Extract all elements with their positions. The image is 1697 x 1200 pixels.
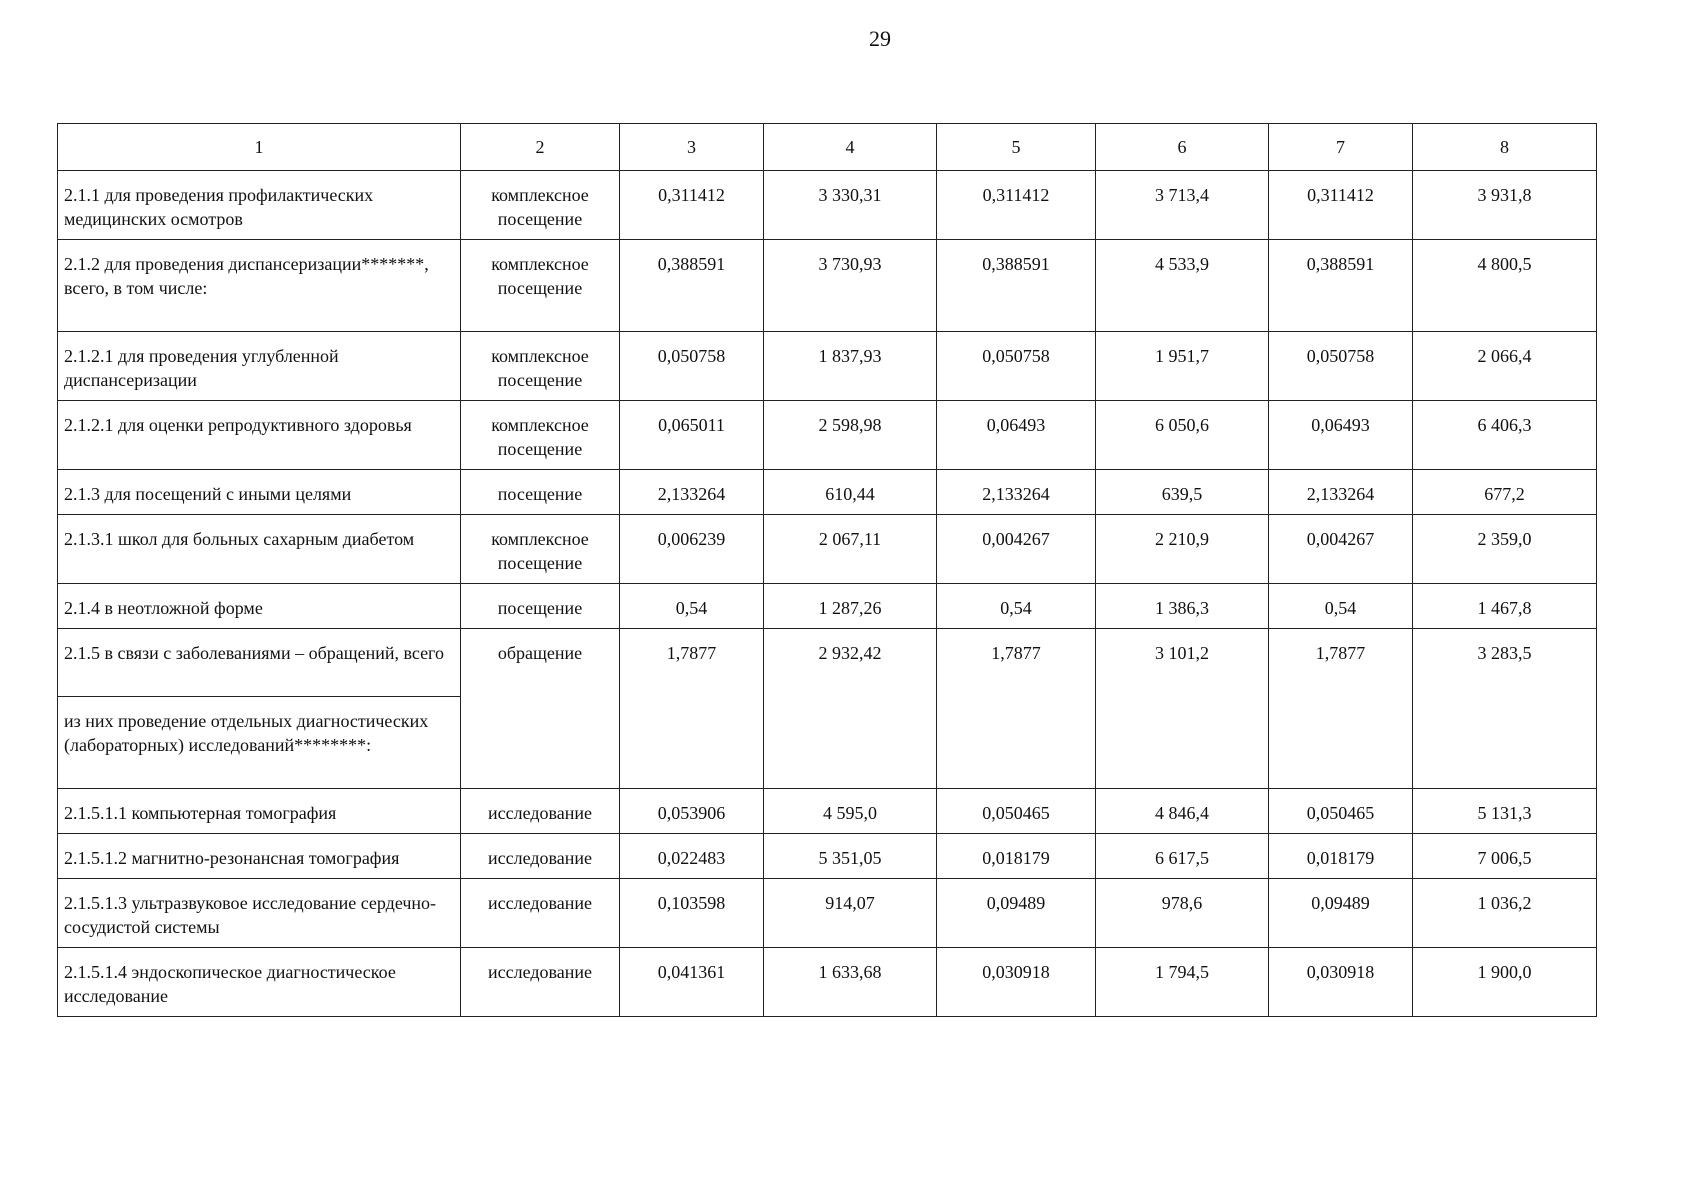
- value-cell: 3 713,4: [1096, 171, 1269, 240]
- unit-cell: комплексное посещение: [461, 240, 620, 332]
- value-cell: 0,311412: [937, 171, 1096, 240]
- value-cell: 3 283,5: [1413, 629, 1597, 789]
- table-row: [58, 332, 1597, 401]
- value-cell: 639,5: [1096, 470, 1269, 515]
- value-cell: 0,050758: [1269, 332, 1413, 401]
- value-cell: 914,07: [764, 879, 937, 948]
- value-cell: 0,018179: [1269, 834, 1413, 879]
- value-cell: 3 931,8: [1413, 171, 1597, 240]
- table-row: [58, 948, 1597, 1017]
- value-cell: 1 036,2: [1413, 879, 1597, 948]
- value-cell: 1 900,0: [1413, 948, 1597, 1017]
- value-cell: 2 067,11: [764, 515, 937, 584]
- row-label: 2.1.2.1 для проведения углубленной диспансеризации: [58, 332, 461, 401]
- value-cell: 0,54: [620, 584, 764, 629]
- value-cell: 0,54: [937, 584, 1096, 629]
- unit-cell: исследование: [461, 948, 620, 1017]
- value-cell: 6 050,6: [1096, 401, 1269, 470]
- value-cell: 4 533,9: [1096, 240, 1269, 332]
- row-label: 2.1.5.1.2 магнитно-резонансная томография: [58, 834, 461, 879]
- value-cell: 1,7877: [937, 629, 1096, 789]
- value-cell: 2 210,9: [1096, 515, 1269, 584]
- value-cell: 1 951,7: [1096, 332, 1269, 401]
- value-cell: 1 794,5: [1096, 948, 1269, 1017]
- value-cell: 0,004267: [1269, 515, 1413, 584]
- value-cell: 0,388591: [620, 240, 764, 332]
- value-cell: 0,06493: [937, 401, 1096, 470]
- value-cell: 6 617,5: [1096, 834, 1269, 879]
- row-label: 2.1.2 для проведения диспансеризации*******, всего, в том числе:: [58, 240, 461, 332]
- tariff-table: [57, 123, 1597, 1017]
- header-row: [58, 124, 1597, 171]
- row-sublabel: из них проведение отдельных диагностических (лабораторных) исследований********:: [58, 697, 461, 789]
- value-cell: 0,006239: [620, 515, 764, 584]
- value-cell: 0,018179: [937, 834, 1096, 879]
- row-label: 2.1.3 для посещений с иными целями: [58, 470, 461, 515]
- header-cell: 7: [1269, 124, 1413, 171]
- header-cell: 4: [764, 124, 937, 171]
- header-cell: 3: [620, 124, 764, 171]
- value-cell: 0,050758: [620, 332, 764, 401]
- unit-cell: посещение: [461, 470, 620, 515]
- value-cell: 5 131,3: [1413, 789, 1597, 834]
- value-cell: 0,050465: [937, 789, 1096, 834]
- value-cell: 0,388591: [1269, 240, 1413, 332]
- unit-cell: посещение: [461, 584, 620, 629]
- value-cell: 2 359,0: [1413, 515, 1597, 584]
- value-cell: 5 351,05: [764, 834, 937, 879]
- value-cell: 0,030918: [937, 948, 1096, 1017]
- unit-cell: исследование: [461, 789, 620, 834]
- value-cell: 1,7877: [620, 629, 764, 789]
- value-cell: 6 406,3: [1413, 401, 1597, 470]
- value-cell: 0,004267: [937, 515, 1096, 584]
- value-cell: 1,7877: [1269, 629, 1413, 789]
- table-row: [58, 879, 1597, 948]
- value-cell: 0,09489: [1269, 879, 1413, 948]
- value-cell: 0,311412: [1269, 171, 1413, 240]
- header-cell: 1: [58, 124, 461, 171]
- value-cell: 0,030918: [1269, 948, 1413, 1017]
- value-cell: 978,6: [1096, 879, 1269, 948]
- header-cell: 6: [1096, 124, 1269, 171]
- value-cell: 0,09489: [937, 879, 1096, 948]
- value-cell: 0,022483: [620, 834, 764, 879]
- value-cell: 3 330,31: [764, 171, 937, 240]
- header-cell: 8: [1413, 124, 1597, 171]
- value-cell: 0,050465: [1269, 789, 1413, 834]
- row-label: 2.1.5.1.1 компьютерная томография: [58, 789, 461, 834]
- value-cell: 3 730,93: [764, 240, 937, 332]
- table-row: [58, 515, 1597, 584]
- value-cell: 1 467,8: [1413, 584, 1597, 629]
- value-cell: 0,54: [1269, 584, 1413, 629]
- value-cell: 4 846,4: [1096, 789, 1269, 834]
- unit-cell: комплексное посещение: [461, 401, 620, 470]
- table-row: [58, 401, 1597, 470]
- table-row: [58, 584, 1597, 629]
- value-cell: 0,065011: [620, 401, 764, 470]
- table-row: [58, 789, 1597, 834]
- row-label: 2.1.2.1 для оценки репродуктивного здоровья: [58, 401, 461, 470]
- value-cell: 0,103598: [620, 879, 764, 948]
- row-label: 2.1.1 для проведения профилактических медицинских осмотров: [58, 171, 461, 240]
- value-cell: 1 386,3: [1096, 584, 1269, 629]
- page-number: 29: [869, 26, 891, 51]
- value-cell: 1 287,26: [764, 584, 937, 629]
- value-cell: 7 006,5: [1413, 834, 1597, 879]
- unit-cell: комплексное посещение: [461, 332, 620, 401]
- unit-cell: обращение: [461, 629, 620, 789]
- value-cell: 2,133264: [620, 470, 764, 515]
- value-cell: 610,44: [764, 470, 937, 515]
- unit-cell: исследование: [461, 879, 620, 948]
- value-cell: 2,133264: [937, 470, 1096, 515]
- header-cell: 5: [937, 124, 1096, 171]
- value-cell: 4 595,0: [764, 789, 937, 834]
- row-label: 2.1.5.1.4 эндоскопическое диагностическое исследование: [58, 948, 461, 1017]
- unit-cell: исследование: [461, 834, 620, 879]
- value-cell: 1 837,93: [764, 332, 937, 401]
- value-cell: 0,311412: [620, 171, 764, 240]
- value-cell: 3 101,2: [1096, 629, 1269, 789]
- value-cell: 0,06493: [1269, 401, 1413, 470]
- value-cell: 2,133264: [1269, 470, 1413, 515]
- unit-cell: комплексное посещение: [461, 171, 620, 240]
- header-cell: 2: [461, 124, 620, 171]
- value-cell: 677,2: [1413, 470, 1597, 515]
- row-label: 2.1.5 в связи с заболеваниями – обращений, всего: [58, 629, 461, 697]
- value-cell: 0,050758: [937, 332, 1096, 401]
- unit-cell: комплексное посещение: [461, 515, 620, 584]
- table-row: [58, 629, 1597, 697]
- value-cell: 0,041361: [620, 948, 764, 1017]
- table-row: [58, 171, 1597, 240]
- row-label: 2.1.3.1 школ для больных сахарным диабетом: [58, 515, 461, 584]
- value-cell: 1 633,68: [764, 948, 937, 1017]
- value-cell: 2 066,4: [1413, 332, 1597, 401]
- row-label: 2.1.5.1.3 ультразвуковое исследование сердечно-сосудистой системы: [58, 879, 461, 948]
- value-cell: 0,053906: [620, 789, 764, 834]
- value-cell: 2 932,42: [764, 629, 937, 789]
- value-cell: 2 598,98: [764, 401, 937, 470]
- table-row: [58, 834, 1597, 879]
- value-cell: 0,388591: [937, 240, 1096, 332]
- table-row: [58, 470, 1597, 515]
- value-cell: 4 800,5: [1413, 240, 1597, 332]
- row-label: 2.1.4 в неотложной форме: [58, 584, 461, 629]
- table-row: [58, 240, 1597, 332]
